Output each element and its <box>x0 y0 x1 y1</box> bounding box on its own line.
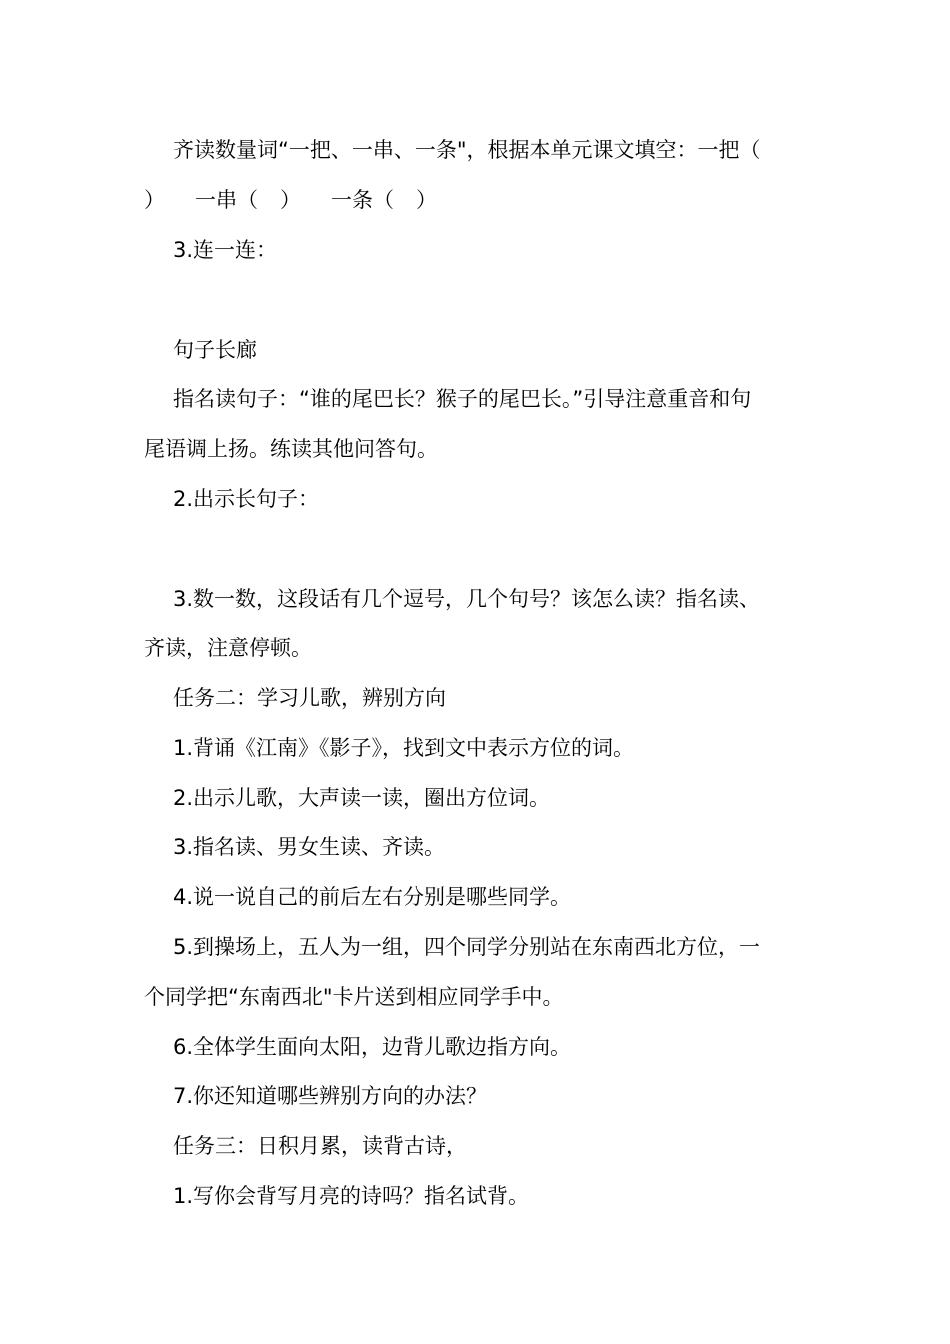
paragraph-read-sentence-line1: 指名读句子：“谁的尾巴长？猴子的尾巴长。”引导注意重音和句 <box>173 387 752 411</box>
paragraph-face-sun: 6.全体学生面向太阳，边背儿歌边指方向。 <box>173 1035 572 1059</box>
paragraph-moon-poems: 1.写你会背写月亮的诗吗？指名试背。 <box>173 1184 530 1208</box>
paragraph-show-song: 2.出示儿歌，大声读一读，圈出方位词。 <box>173 786 551 810</box>
fill-blank-text: 齐读数量词“一把、一串、一条"，根据本单元课文填空：一把（ <box>173 138 761 162</box>
paragraph-fill-blank-line1 <box>144 136 843 164</box>
blank-close-3: ） <box>416 188 437 212</box>
paragraph-connect: 3.连一连： <box>173 238 278 262</box>
paragraph-fill-blank-line2 <box>144 186 814 214</box>
section-heading-sentence-gallery: 句子长廊 <box>173 338 257 362</box>
section-heading-task-two: 任务二：学习儿歌，辨别方向 <box>173 686 446 710</box>
paragraph-count-line2: 齐读，注意停顿。 <box>144 636 312 660</box>
paragraph-other-methods: 7.你还知道哪些辨别方向的办法？ <box>173 1084 488 1108</box>
blank-label-yitiao: 一条（ <box>331 188 394 212</box>
blank-close-1: ） <box>144 188 165 212</box>
blank-label-yichuan: 一串（ <box>195 188 258 212</box>
paragraph-playground-line1: 5.到操场上，五人为一组，四个同学分别站在东南西北方位，一 <box>173 935 761 959</box>
paragraph-long-sentence: 2.出示长句子： <box>173 487 320 511</box>
paragraph-playground-line2: 个同学把“东南西北"卡片送到相应同学手中。 <box>144 985 564 1009</box>
blank-close-2: ） <box>280 188 301 212</box>
paragraph-read-sentence-line2: 尾语调上扬。练读其他问答句。 <box>144 437 438 461</box>
paragraph-recite: 1.背诵《江南》《影子》，找到文中表示方位的词。 <box>173 736 635 760</box>
paragraph-say-positions: 4.说一说自己的前后左右分别是哪些同学。 <box>173 885 572 909</box>
paragraph-count-line1: 3.数一数，这段话有几个逗号，几个句号？该怎么读？指名读、 <box>173 587 761 611</box>
paragraph-read-aloud: 3.指名读、男女生读、齐读。 <box>173 835 446 859</box>
section-heading-task-three: 任务三：日积月累，读背古诗， <box>173 1134 467 1158</box>
